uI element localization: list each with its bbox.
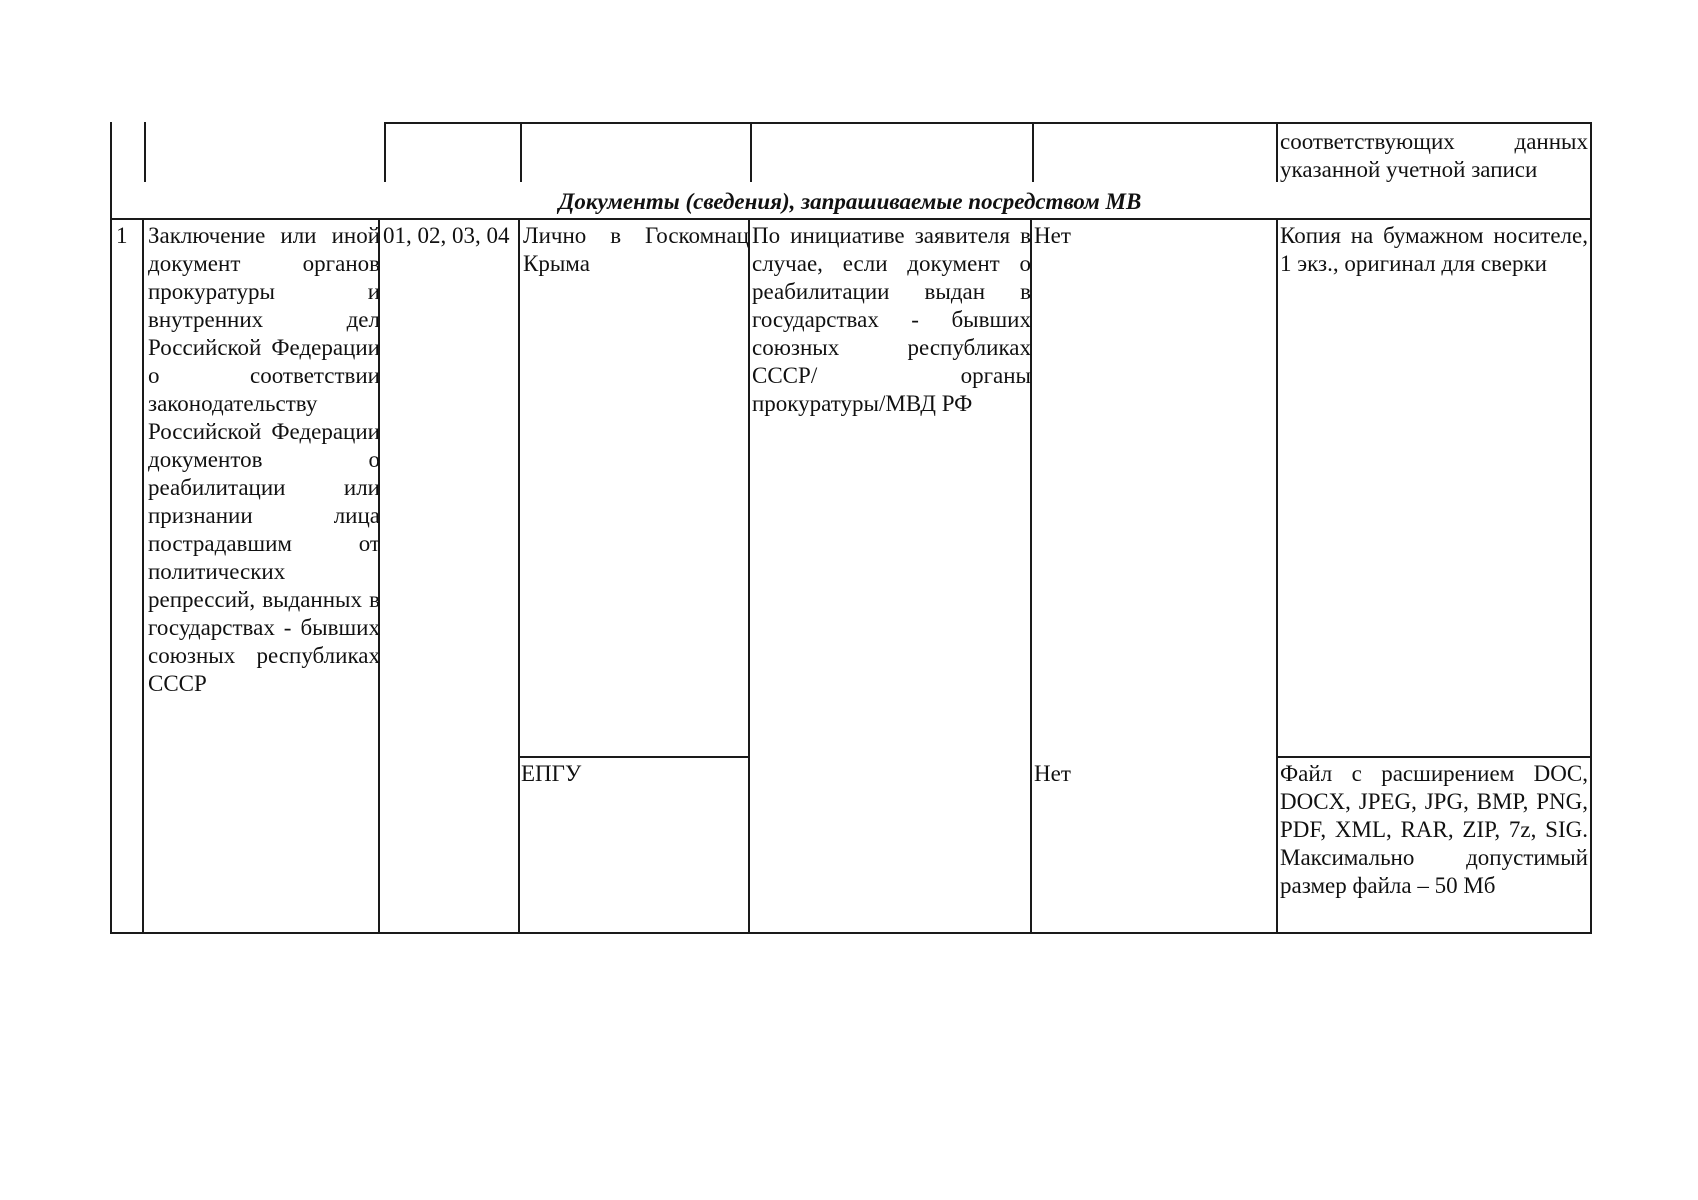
col-7-divider [1276, 122, 1278, 182]
section-title: Документы (сведения), запрашиваемые посредством МВ [558, 189, 1142, 214]
format-divider [1276, 756, 1592, 758]
col-6-divider [1032, 122, 1034, 182]
col-5-divider [750, 122, 752, 182]
table-left-border [110, 122, 112, 934]
row-number: 1 [116, 223, 128, 248]
method-divider [518, 756, 748, 758]
table-top-border [384, 122, 1592, 124]
submission-condition: По инициативе заявителя в случае, если документ о реабилитации выдан в государствах - бывших союзных республиках СССР/ органы прокуратуры/МВД РФ [752, 223, 1031, 416]
table-right-border [1590, 122, 1592, 934]
col-4-divider [520, 122, 522, 182]
submission-method-in-person: Лично в Госкомнац Крыма [523, 223, 749, 276]
document-format-electronic: Файл с расширением DOC, DOCX, JPEG, JPG, BMP, PNG, PDF, XML, RAR, ZIP, 7z, SIG. Максимально допустимый размер файла – 50 Мб [1280, 761, 1588, 898]
document-name: Заключение или иной документ органов прокуратуры и внутренних дел Российской Федерации о соответствии законодательству Российской Федерации документов о реабилитации или признании лица пострадавшим от политических репрессий, выданных в государствах - бывших союзных республиках СССР [148, 223, 380, 696]
col-3-divider [384, 122, 386, 182]
top-row-format-text: соответствующих данных указанной учетной записи [1280, 129, 1588, 182]
col-2-divider [144, 122, 146, 182]
col-2-divider [142, 220, 144, 932]
applicant-category-codes: 01, 02, 03, 04 [383, 223, 510, 248]
requirement-in-person: Нет [1034, 223, 1071, 248]
submission-method-epgu: ЕПГУ [521, 761, 582, 786]
requirement-epgu: Нет [1034, 761, 1071, 786]
document-format-paper: Копия на бумажном носителе, 1 экз., оригинал для сверки [1280, 223, 1588, 276]
section-bottom-border [110, 218, 1592, 220]
table-bottom-border [110, 932, 1592, 934]
col-5-divider [748, 220, 750, 932]
col-7-divider [1276, 220, 1278, 932]
col-4-divider [518, 220, 520, 932]
